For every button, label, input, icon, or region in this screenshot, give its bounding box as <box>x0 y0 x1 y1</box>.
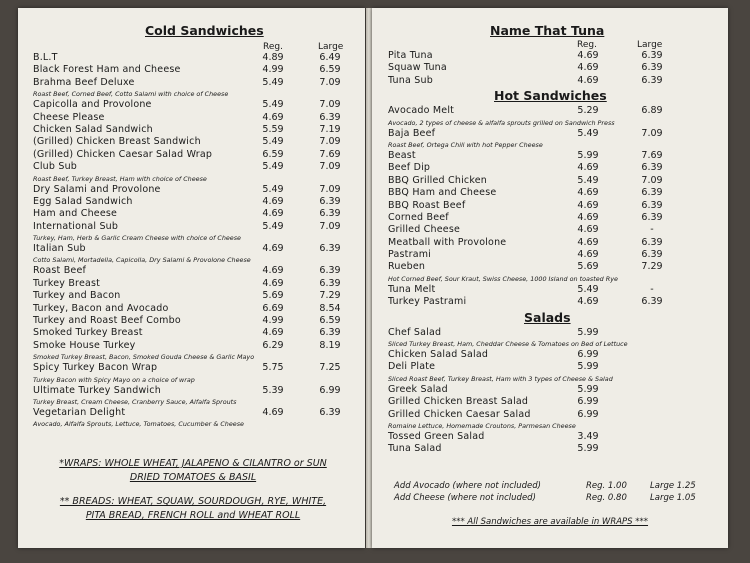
menu-item-ultimate-turkey-sandwich <box>18 385 365 397</box>
item-name: Chicken Salad Salad <box>388 349 489 361</box>
column-header-large: Large <box>637 40 663 50</box>
item-name: Club Sub <box>33 161 78 173</box>
wraps-note-line-1: *WRAPS: WHOLE WHEAT, JALAPENO & CILANTRO or SUN <box>59 458 327 469</box>
item-price-reg: 4.69 <box>577 62 599 74</box>
menu-item-bbq-ham-and-cheese <box>372 187 728 199</box>
item-price-large: 6.39 <box>641 249 663 261</box>
item-price-reg: 5.49 <box>262 161 284 173</box>
column-header-large: Large <box>318 42 344 52</box>
menu-item-vegetarian-delight <box>18 407 365 419</box>
item-price-reg: 5.49 <box>262 76 284 88</box>
item-name: Chicken Salad Sandwich <box>33 123 153 135</box>
item-price-large: 6.39 <box>641 199 663 211</box>
item-name: Meatball with Provolone <box>388 236 507 248</box>
menu-item-bbq-roast-beef <box>372 200 728 212</box>
item-price-large: 6.59 <box>319 64 341 76</box>
item-description-text: Cotto Salami, Mortadella, Capicolla, Dry Salami & Provolone Cheese <box>33 256 251 265</box>
item-price-reg: 5.99 <box>577 443 599 455</box>
item-price-large: 6.39 <box>319 208 341 220</box>
item-name: Roast Beef <box>33 265 87 277</box>
item-name: Turkey and Roast Beef Combo <box>33 315 181 327</box>
item-name: Smoke House Turkey <box>33 339 136 351</box>
item-name: Pastrami <box>388 249 432 261</box>
item-price-large: 7.09 <box>319 76 341 88</box>
item-price-reg: 5.49 <box>577 127 599 139</box>
addons-list <box>372 480 728 504</box>
menu-item-tuna-sub <box>372 75 728 87</box>
item-price-reg: 4.69 <box>577 199 599 211</box>
item-name: Squaw Tuna <box>388 62 447 74</box>
menu-item-turkey-breast <box>18 278 365 290</box>
section-title-text: Hot Sandwiches <box>494 88 607 104</box>
item-description <box>18 255 365 265</box>
item-price-large: 6.39 <box>641 187 663 199</box>
item-price-reg: 4.99 <box>262 64 284 76</box>
item-description <box>372 118 728 128</box>
item-name: Grilled Cheese <box>388 224 461 236</box>
section-title-salads <box>372 309 728 327</box>
item-price-reg: 4.69 <box>262 327 284 339</box>
item-price-reg: 5.99 <box>577 383 599 395</box>
item-name: BBQ Grilled Chicken <box>388 174 487 186</box>
item-description-text: Roast Beef, Turkey Breast, Ham with choice of Cheese <box>33 174 207 183</box>
menu-item-squaw-tuna <box>372 62 728 74</box>
menu-item-corned-beef <box>372 212 728 224</box>
item-price-large: 6.89 <box>641 105 663 117</box>
breads-note-line-2: PITA BREAD, FRENCH ROLL and WHEAT ROLL <box>85 510 301 521</box>
item-name: Tuna Melt <box>388 283 436 295</box>
item-price-large: 6.39 <box>319 243 341 255</box>
item-price-reg: 4.69 <box>262 265 284 277</box>
item-name: (Grilled) Chicken Breast Sandwich <box>33 136 201 148</box>
item-price-large: 6.39 <box>641 296 663 308</box>
menu-item-smoked-turkey-breast <box>18 327 365 339</box>
item-name: Italian Sub <box>33 243 86 255</box>
item-description <box>18 397 365 407</box>
item-name: Cheese Please <box>33 111 105 123</box>
menu-item-b-l-t <box>18 52 365 64</box>
menu-item-ham-and-cheese <box>18 208 365 220</box>
menu-item-grilled-chicken-caesar-salad <box>372 409 728 421</box>
menu-item-meatball-with-provolone <box>372 237 728 249</box>
item-price-reg: 5.49 <box>262 99 284 111</box>
item-price-large: 7.09 <box>319 183 341 195</box>
menu-item-chef-salad <box>372 327 728 339</box>
item-price-reg: 5.49 <box>262 183 284 195</box>
item-name: Corned Beef <box>388 211 449 223</box>
menu-item-tuna-salad <box>372 443 728 455</box>
item-name: Egg Salad Sandwich <box>33 195 133 207</box>
menu-item-turkey-and-bacon <box>18 290 365 302</box>
menu-item-beast <box>372 150 728 162</box>
item-price-large: - <box>650 283 654 295</box>
menu-item-brahma-beef-deluxe <box>18 77 365 89</box>
item-description-text: Turkey Breast, Cream Cheese, Cranberry Sauce, Alfalfa Sprouts <box>33 397 237 406</box>
menu-item-turkey-and-roast-beef-combo <box>18 315 365 327</box>
item-price-large: 6.39 <box>319 265 341 277</box>
item-name: Turkey Pastrami <box>388 296 467 308</box>
item-price-reg: 5.99 <box>577 326 599 338</box>
column-header-reg: Reg. <box>577 40 597 50</box>
item-description <box>18 174 365 184</box>
item-price-reg: 4.69 <box>262 195 284 207</box>
item-price-large: 6.39 <box>641 50 663 61</box>
menu-item-beef-dip <box>372 162 728 174</box>
menu-item-greek-salad <box>372 384 728 396</box>
item-description <box>372 140 728 150</box>
wraps-note <box>34 457 352 485</box>
section-title-hot-sandwiches <box>372 87 728 105</box>
item-name: B.L.T <box>33 52 58 63</box>
item-name: Chef Salad <box>388 326 442 338</box>
item-price-large: 7.25 <box>319 362 341 374</box>
item-name: Capicolla and Provolone <box>33 99 152 111</box>
addon-name: Add Cheese (where not included) <box>394 493 536 503</box>
item-price-reg: 4.69 <box>577 224 599 236</box>
item-price-large: 6.39 <box>319 406 341 418</box>
item-price-reg: 5.29 <box>577 105 599 117</box>
item-price-reg: 4.69 <box>262 406 284 418</box>
item-price-large: - <box>650 224 654 236</box>
item-name: Rueben <box>388 261 426 273</box>
item-name: Ham and Cheese <box>33 208 118 220</box>
item-name: Tossed Green Salad <box>388 430 485 442</box>
item-price-reg: 5.99 <box>577 149 599 161</box>
item-price-reg: 6.99 <box>577 396 599 408</box>
item-price-large: 6.49 <box>319 52 341 63</box>
menu-item-smoke-house-turkey <box>18 340 365 352</box>
item-price-large: 7.09 <box>641 127 663 139</box>
item-price-reg: 4.69 <box>577 187 599 199</box>
addon-add-cheese-where-not-included <box>372 492 728 504</box>
item-name: Deli Plate <box>388 361 436 373</box>
cold-sandwich-list <box>18 52 365 429</box>
item-description <box>18 419 365 429</box>
wraps-footnote: *** All Sandwiches are available in WRAPS *** <box>451 517 649 527</box>
item-description-text: Turkey Bacon with Spicy Mayo on a choice of wrap <box>33 375 195 384</box>
item-price-reg: 4.69 <box>262 277 284 289</box>
item-description-text: Turkey, Ham, Herb & Garlic Cream Cheese with choice of Cheese <box>33 234 241 243</box>
item-price-reg: 4.69 <box>577 249 599 261</box>
item-description-text: Roast Beef, Ortega Chili with hot Pepper Cheese <box>388 140 543 149</box>
item-price-large: 7.09 <box>319 99 341 111</box>
item-price-reg: 5.39 <box>262 384 284 396</box>
item-price-reg: 5.99 <box>577 361 599 373</box>
item-price-reg: 5.69 <box>262 290 284 302</box>
item-price-large: 6.39 <box>641 162 663 174</box>
section-title-name-that-tuna: Name That Tuna <box>490 23 605 38</box>
menu-item-pita-tuna <box>372 50 728 62</box>
item-price-reg: 6.29 <box>262 339 284 351</box>
menu-item-dry-salami-and-provolone <box>18 184 365 196</box>
item-description <box>18 233 365 243</box>
item-price-reg: 5.59 <box>262 123 284 135</box>
item-price-reg: 4.89 <box>262 52 284 63</box>
item-description <box>372 421 728 431</box>
item-name: Tuna Salad <box>388 443 442 455</box>
item-name: Smoked Turkey Breast <box>33 327 143 339</box>
item-name: (Grilled) Chicken Caesar Salad Wrap <box>33 148 213 160</box>
item-name: Beef Dip <box>388 162 431 174</box>
item-name: International Sub <box>33 220 119 232</box>
menu-item-spicy-turkey-bacon-wrap <box>18 362 365 374</box>
item-price-reg: 5.49 <box>577 174 599 186</box>
item-description-text: Sliced Roast Beef, Turkey Breast, Ham with 3 types of Cheese & Salad <box>388 374 613 383</box>
addon-add-avocado-where-not-included <box>372 480 728 492</box>
item-description-text: Sliced Turkey Breast, Ham, Cheddar Cheese & Tomatoes on Bed of Lettuce <box>388 340 628 349</box>
item-price-reg: 4.69 <box>262 243 284 255</box>
menu-item-club-sub <box>18 161 365 173</box>
menu-item-turkey-pastrami <box>372 296 728 308</box>
item-price-large: 6.39 <box>319 327 341 339</box>
item-name: BBQ Roast Beef <box>388 199 466 211</box>
menu-item-rueben <box>372 261 728 273</box>
item-description-text: Avocado, Alfalfa Sprouts, Lettuce, Tomatoes, Cucumber & Cheese <box>33 420 244 429</box>
item-price-reg: 4.69 <box>577 296 599 308</box>
item-price-reg: 4.69 <box>262 208 284 220</box>
section-title-text: Salads <box>524 309 571 325</box>
item-price-reg: 4.69 <box>577 162 599 174</box>
menu-item-grilled-chicken-breast-salad <box>372 396 728 408</box>
breads-note <box>34 495 352 523</box>
item-description-text: Romaine Lettuce, Homemade Croutons, Parmesan Cheese <box>388 421 576 430</box>
menu-page-left <box>18 8 365 548</box>
item-price-large: 6.39 <box>641 236 663 248</box>
item-name: Grilled Chicken Caesar Salad <box>388 408 531 420</box>
item-name: Greek Salad <box>388 383 448 395</box>
item-name: Tuna Sub <box>388 74 433 86</box>
addon-price-large: Large 1.25 <box>650 481 696 491</box>
menu-item-chicken-salad-sandwich <box>18 124 365 136</box>
item-price-reg: 6.69 <box>262 302 284 314</box>
item-price-reg: 3.49 <box>577 430 599 442</box>
item-price-reg: 4.69 <box>262 111 284 123</box>
item-price-large: 6.99 <box>319 384 341 396</box>
item-price-large: 7.09 <box>319 220 341 232</box>
item-price-large: 7.09 <box>319 136 341 148</box>
tuna-hot-salads-list <box>372 50 728 456</box>
menu-item-chicken-salad-salad <box>372 349 728 361</box>
item-name: BBQ Ham and Cheese <box>388 187 497 199</box>
menu-item-grilled-chicken-breast-sandwich <box>18 136 365 148</box>
item-price-large: 8.54 <box>319 302 341 314</box>
item-price-large: 8.19 <box>319 339 341 351</box>
menu-item-turkey-bacon-and-avocado <box>18 303 365 315</box>
addon-price-large: Large 1.05 <box>650 493 696 503</box>
item-price-reg: 6.99 <box>577 349 599 361</box>
item-description <box>18 89 365 99</box>
menu-item-grilled-chicken-caesar-salad-wrap <box>18 149 365 161</box>
menu-item-tossed-green-salad <box>372 431 728 443</box>
item-name: Black Forest Ham and Cheese <box>33 64 181 76</box>
item-price-large: 7.09 <box>641 174 663 186</box>
item-price-reg: 4.69 <box>577 236 599 248</box>
item-price-large: 7.29 <box>319 290 341 302</box>
item-name: Turkey Breast <box>33 277 101 289</box>
item-price-large: 7.69 <box>641 149 663 161</box>
breads-note-line-1: ** BREADS: WHEAT, SQUAW, SOURDOUGH, RYE, WHITE, <box>59 496 327 507</box>
item-price-large: 6.39 <box>319 195 341 207</box>
item-description-text: Hot Corned Beef, Sour Kraut, Swiss Cheese, 1000 Island on toasted Rye <box>388 274 618 283</box>
item-price-reg: 4.69 <box>577 50 599 61</box>
item-price-large: 6.39 <box>319 111 341 123</box>
item-price-reg: 4.99 <box>262 315 284 327</box>
item-price-reg: 5.69 <box>577 261 599 273</box>
addon-name: Add Avocado (where not included) <box>394 481 541 491</box>
item-name: Ultimate Turkey Sandwich <box>33 384 161 396</box>
item-price-large: 6.59 <box>319 315 341 327</box>
item-price-reg: 6.59 <box>262 148 284 160</box>
item-description-text: Roast Beef, Corned Beef, Cotto Salami with choice of Cheese <box>33 90 229 99</box>
item-name: Spicy Turkey Bacon Wrap <box>33 362 158 374</box>
item-name: Turkey, Bacon and Avocado <box>33 302 169 314</box>
item-description-text: Smoked Turkey Breast, Bacon, Smoked Gouda Cheese & Garlic Mayo <box>33 353 255 362</box>
item-name: Pita Tuna <box>388 50 433 61</box>
item-price-large: 7.69 <box>319 148 341 160</box>
item-price-large: 7.19 <box>319 123 341 135</box>
item-price-reg: 4.69 <box>577 211 599 223</box>
item-name: Brahma Beef Deluxe <box>33 76 135 88</box>
menu-item-black-forest-ham-and-cheese <box>18 64 365 76</box>
item-name: Vegetarian Delight <box>33 406 126 418</box>
item-price-reg: 5.75 <box>262 362 284 374</box>
item-description <box>18 375 365 385</box>
item-description <box>18 352 365 362</box>
item-price-reg: 4.69 <box>577 74 599 86</box>
item-name: Turkey and Bacon <box>33 290 121 302</box>
item-price-large: 6.39 <box>641 74 663 86</box>
menu-item-roast-beef <box>18 265 365 277</box>
menu-item-deli-plate <box>372 361 728 373</box>
addon-price-reg: Reg. 1.00 <box>586 481 627 491</box>
column-header-reg: Reg. <box>263 42 283 52</box>
menu-item-bbq-grilled-chicken <box>372 175 728 187</box>
menu-item-pastrami <box>372 249 728 261</box>
menu-item-baja-beef <box>372 128 728 140</box>
menu-item-avocado-melt <box>372 105 728 117</box>
menu-item-grilled-cheese <box>372 224 728 236</box>
item-price-reg: 5.49 <box>577 283 599 295</box>
menu-item-cheese-please <box>18 112 365 124</box>
item-name: Baja Beef <box>388 127 436 139</box>
item-price-large: 6.39 <box>641 211 663 223</box>
item-price-reg: 5.49 <box>262 136 284 148</box>
item-description <box>372 339 728 349</box>
item-price-large: 6.39 <box>319 277 341 289</box>
addon-price-reg: Reg. 0.80 <box>586 493 627 503</box>
item-price-reg: 5.49 <box>262 220 284 232</box>
wraps-note-line-2: DRIED TOMATOES & BASIL <box>129 472 257 483</box>
menu-item-tuna-melt <box>372 284 728 296</box>
item-name: Avocado Melt <box>388 105 455 117</box>
menu-item-italian-sub <box>18 243 365 255</box>
item-name: Beast <box>388 149 416 161</box>
item-description <box>372 274 728 284</box>
menu-page-right <box>372 8 728 548</box>
item-price-large: 6.39 <box>641 62 663 74</box>
menu-item-egg-salad-sandwich <box>18 196 365 208</box>
section-title-cold-sandwiches: Cold Sandwiches <box>145 23 264 38</box>
item-price-large: 7.09 <box>319 161 341 173</box>
menu-item-international-sub <box>18 221 365 233</box>
item-description-text: Avocado, 2 types of cheese & alfalfa sprouts grilled on Sandwich Press <box>388 118 615 127</box>
item-name: Dry Salami and Provolone <box>33 183 161 195</box>
item-description <box>372 374 728 384</box>
menu-item-capicolla-and-provolone <box>18 99 365 111</box>
item-name: Grilled Chicken Breast Salad <box>388 396 529 408</box>
item-price-large: 7.29 <box>641 261 663 273</box>
item-price-reg: 6.99 <box>577 408 599 420</box>
